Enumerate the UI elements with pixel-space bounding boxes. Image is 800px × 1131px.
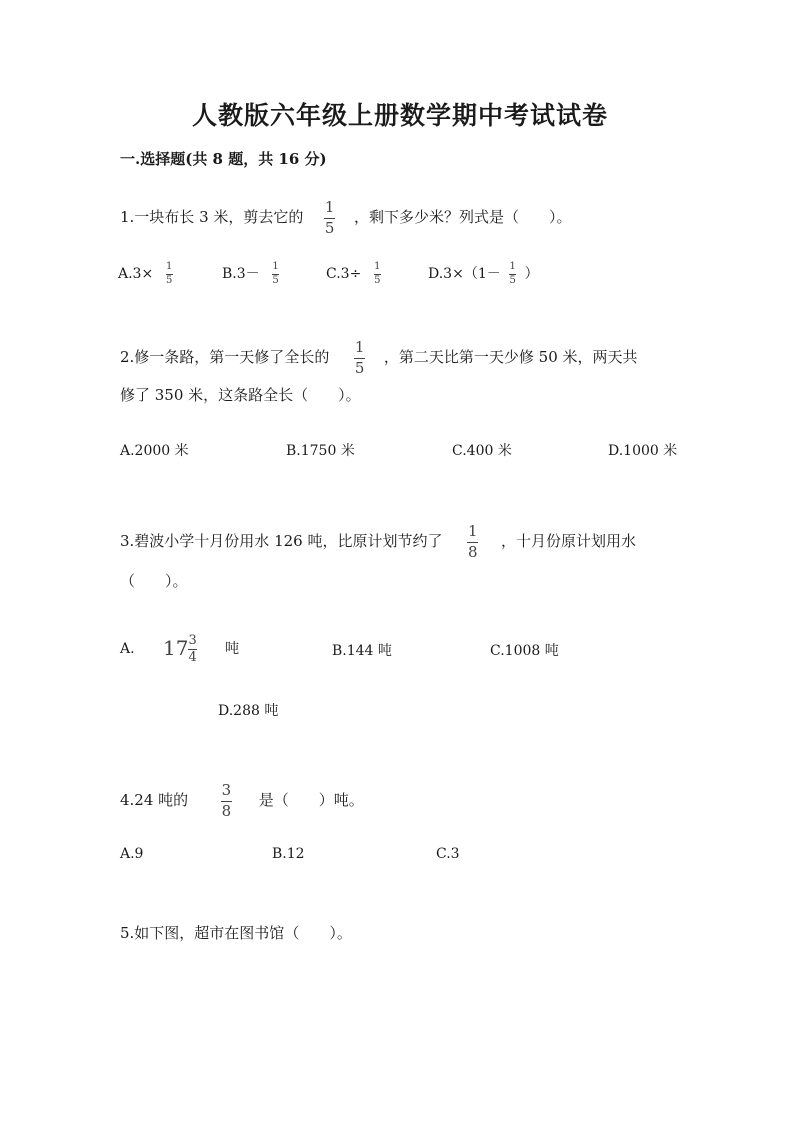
question-3-line-2: （ ）。	[120, 572, 188, 590]
option-d-fraction	[509, 262, 516, 286]
question-3-text-post: ，十月份原计划用水	[501, 532, 637, 550]
question-4-fraction	[221, 783, 232, 819]
option-a-fraction	[166, 262, 173, 286]
fraction-numerator: 1	[467, 522, 478, 540]
q4-option-a: A.9	[120, 846, 144, 862]
fraction-denominator: 5	[165, 275, 173, 286]
question-1	[120, 200, 571, 236]
question-1-text-pre: 1.一块布长 3 米，剪去它的	[120, 208, 304, 226]
fraction-numerator: 1	[324, 198, 335, 216]
fraction-denominator: 5	[509, 275, 516, 286]
q3-option-b: B.144 吨	[332, 643, 392, 659]
question-5: 5.如下图，超市在图书馆（ ）。	[120, 924, 352, 942]
fraction-numerator: 1	[509, 261, 516, 272]
fraction-numerator: 1	[374, 261, 381, 272]
question-2-line-2: 修了 350 米，这条路全长（ ）。	[120, 386, 361, 404]
question-4	[120, 783, 364, 819]
fraction-numerator: 3	[221, 781, 232, 799]
q3-option-c: C.1008 吨	[490, 643, 559, 659]
option-b-fraction	[272, 262, 279, 286]
fraction-denominator: 8	[221, 802, 232, 820]
q2-option-c: C.400 米	[452, 443, 512, 459]
question-3-fraction	[467, 524, 478, 560]
page-title: 人教版六年级上册数学期中考试试卷	[191, 101, 608, 130]
q3-option-a	[120, 634, 239, 664]
option-d-text: D.3×（1－	[428, 266, 501, 282]
q1-option-a	[118, 262, 173, 286]
fraction-denominator: 5	[374, 275, 381, 286]
q2-option-a: A.2000 米	[120, 443, 189, 459]
fraction-numerator: 1	[272, 261, 279, 272]
fraction-denominator: 5	[272, 275, 279, 286]
fraction-denominator: 4	[188, 650, 197, 665]
q4-option-b: B.12	[272, 846, 305, 862]
fraction-numerator: 1	[354, 338, 365, 356]
question-4-text-pre: 4.24 吨的	[120, 791, 189, 809]
fraction-denominator: 8	[467, 543, 478, 561]
question-3-text-pre: 3.碧波小学十月份用水 126 吨，比原计划节约了	[120, 532, 443, 550]
question-2-text-post: ，第二天比第一天少修 50 米，两天共	[383, 348, 638, 366]
option-a-mixed-number	[163, 633, 203, 665]
fraction-numerator: 1	[165, 261, 173, 272]
question-1-fraction	[324, 200, 335, 236]
mixed-fraction	[188, 634, 196, 664]
section-heading: 一.选择题(共 8 题，共 16 分)	[120, 150, 327, 168]
option-a-unit: 吨	[225, 641, 240, 657]
question-2	[120, 340, 638, 376]
option-c-text: C.3÷	[326, 266, 362, 282]
q1-option-d	[428, 262, 539, 286]
q3-option-d: D.288 吨	[218, 703, 279, 719]
q4-option-c: C.3	[436, 846, 460, 862]
q2-option-b: B.1750 米	[286, 443, 355, 459]
question-4-text-post: 是（ ）吨。	[258, 791, 364, 809]
fraction-numerator: 3	[188, 633, 197, 648]
option-d-close: ）	[524, 266, 539, 282]
option-a-text: A.3×	[118, 266, 154, 282]
fraction-denominator: 5	[324, 219, 335, 237]
question-2-text-pre: 2.修一条路，第一天修了全长的	[120, 348, 330, 366]
question-1-text-post: ，剩下多少米？列式是（ ）。	[353, 208, 572, 226]
question-3	[120, 524, 636, 560]
fraction-denominator: 5	[354, 359, 365, 377]
option-b-text: B.3－	[222, 266, 260, 282]
q1-option-b	[222, 262, 279, 286]
q1-option-c	[326, 262, 381, 286]
question-2-fraction	[354, 340, 365, 376]
mixed-whole: 17	[163, 635, 189, 660]
option-a-label: A.	[120, 641, 135, 657]
option-c-fraction	[374, 262, 381, 286]
q2-option-d: D.1000 米	[608, 443, 678, 459]
